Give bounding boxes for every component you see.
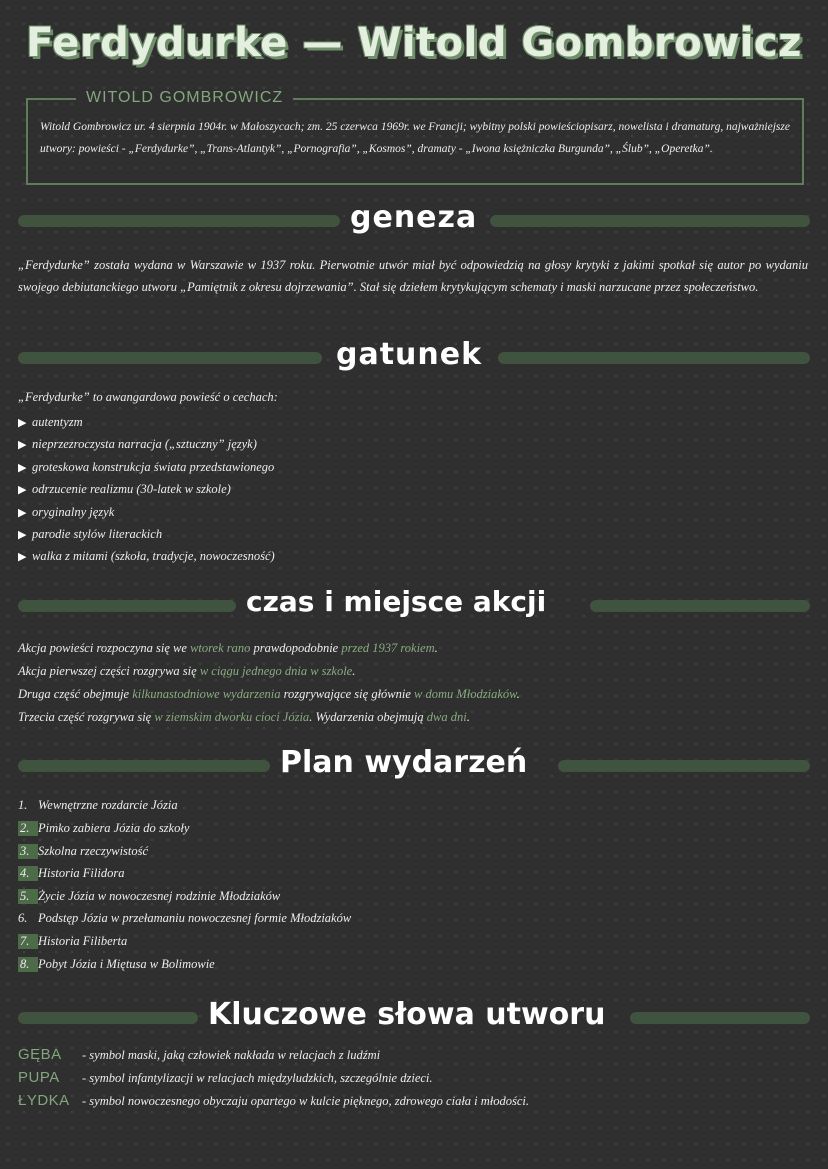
list-item: ▶ groteskowa konstrukcja świata przedstawionego	[18, 460, 275, 474]
triangle-bullet-icon: ▶	[18, 417, 27, 429]
bio-label: WITOLD GOMBROWICZ	[76, 89, 293, 107]
bio-text: Witold Gombrowicz ur. 4 sierpnia 1904r. w Małoszycach; zm. 25 czerwca 1969r. we Francji; wybitny polski powieściopisarz, nowelista i dramaturg, najważniejsze utwory: powieści - „Ferdydurke”, „Trans-Atlantyk”, „Pornografia”, „Kosmos”, dramaty - „Iwona księżniczka Burgunda”, „Ślub”, „Operetka”.	[40, 121, 790, 155]
czas-line-4: Trzecia część rozgrywa się w ziemskim dworku cioci Józia. Wydarzenia obejmują dwa dni.	[18, 710, 470, 724]
czas-line-3: Druga część obejmuje kilkunastodniowe wydarzenia rozgrywające się głównie w domu Młodziaków.	[18, 687, 520, 701]
heading-bar-left	[18, 352, 322, 364]
heading-bar-right	[498, 352, 810, 364]
keyword-row	[18, 1092, 529, 1109]
heading-text: Plan wydarzeń	[280, 745, 528, 780]
list-item: ▶ walka z mitami (szkoła, tradycje, nowoczesność)	[18, 549, 275, 563]
list-item: 4. Historia Filidora	[20, 866, 125, 880]
section-heading-gatunek	[18, 337, 810, 377]
triangle-bullet-icon: ▶	[18, 484, 27, 496]
keyword-term: GĘBA	[18, 1046, 62, 1063]
keyword-def: - symbol infantylizacji w relacjach międzyludzkich, szczególnie dzieci.	[82, 1071, 433, 1085]
keyword-def: - symbol maski, jaką człowiek nakłada w relacjach z ludźmi	[82, 1048, 381, 1062]
triangle-bullet-icon: ▶	[18, 551, 27, 563]
keyword-term: ŁYDKA	[18, 1092, 70, 1109]
list-item: ▶ autentyzm	[18, 415, 83, 429]
section-heading-czas	[18, 585, 810, 625]
czas-line-1: Akcja powieści rozpoczyna się we wtorek rano prawdopodobnie przed 1937 rokiem.	[18, 641, 438, 655]
heading-bar-left	[18, 760, 270, 772]
list-item: 7. Historia Filiberta	[20, 934, 128, 948]
geneza-text: „Ferdydurke” została wydana w Warszawie w 1937 roku. Pierwotnie utwór miał być odpowiedzią na głosy krytyki z jakimi spotkał się autor po wydaniu swojego debiutanckiego utworu „Pamiętnik z okresu dojrzewania”. Stał się dziełem krytykującym schematy i maski narzucane przez społeczeństwo.	[18, 258, 808, 294]
keyword-row	[18, 1046, 380, 1063]
heading-bar-left	[18, 215, 340, 227]
triangle-bullet-icon: ▶	[18, 439, 27, 451]
page-title: Ferdydurke — Witold Gombrowicz	[26, 20, 802, 66]
section-heading-plan	[18, 745, 810, 785]
list-item: 3. Szkolna rzeczywistość	[20, 844, 149, 858]
heading-text: geneza	[350, 200, 478, 235]
heading-text: gatunek	[336, 337, 483, 372]
heading-text: Kluczowe słowa utworu	[208, 997, 606, 1032]
heading-bar-right	[558, 760, 810, 772]
heading-bar-left	[18, 1012, 198, 1024]
list-item: ▶ oryginalny język	[18, 505, 115, 519]
heading-bar-left	[18, 600, 236, 612]
list-item: 1. Wewnętrzne rozdarcie Józia	[18, 798, 178, 812]
section-heading-slowa	[18, 997, 810, 1037]
keyword-row	[18, 1069, 433, 1086]
gatunek-intro: „Ferdydurke” to awangardowa powieść o cechach:	[18, 390, 278, 404]
heading-bar-right	[590, 600, 810, 612]
list-item: 2. Pimko zabiera Józia do szkoły	[20, 821, 190, 835]
keyword-def: - symbol nowoczesnego obyczaju opartego w kulcie pięknego, zdrowego ciała i młodości.	[82, 1094, 530, 1108]
heading-bar-right	[630, 1012, 810, 1024]
list-item: ▶ nieprzezroczysta narracja („sztuczny” język)	[18, 437, 257, 451]
triangle-bullet-icon: ▶	[18, 507, 27, 519]
triangle-bullet-icon: ▶	[18, 462, 27, 474]
heading-text: czas i miejsce akcji	[246, 585, 547, 618]
section-heading-geneza	[18, 200, 810, 240]
list-item: 5. Życie Józia w nowoczesnej rodzinie Młodziaków	[20, 889, 281, 903]
list-item: ▶ parodie stylów literackich	[18, 527, 163, 541]
czas-line-2: Akcja pierwszej części rozgrywa się w ciągu jednego dnia w szkole.	[18, 664, 356, 678]
triangle-bullet-icon: ▶	[18, 529, 27, 541]
heading-bar-right	[490, 215, 810, 227]
list-item: 8. Pobyt Józia i Miętusa w Bolimowie	[20, 957, 215, 971]
list-item: 6. Podstęp Józia w przełamaniu nowoczesnej formie Młodziaków	[18, 911, 352, 925]
list-item: ▶ odrzucenie realizmu (30-latek w szkole)	[18, 482, 231, 496]
keyword-term: PUPA	[18, 1069, 60, 1086]
